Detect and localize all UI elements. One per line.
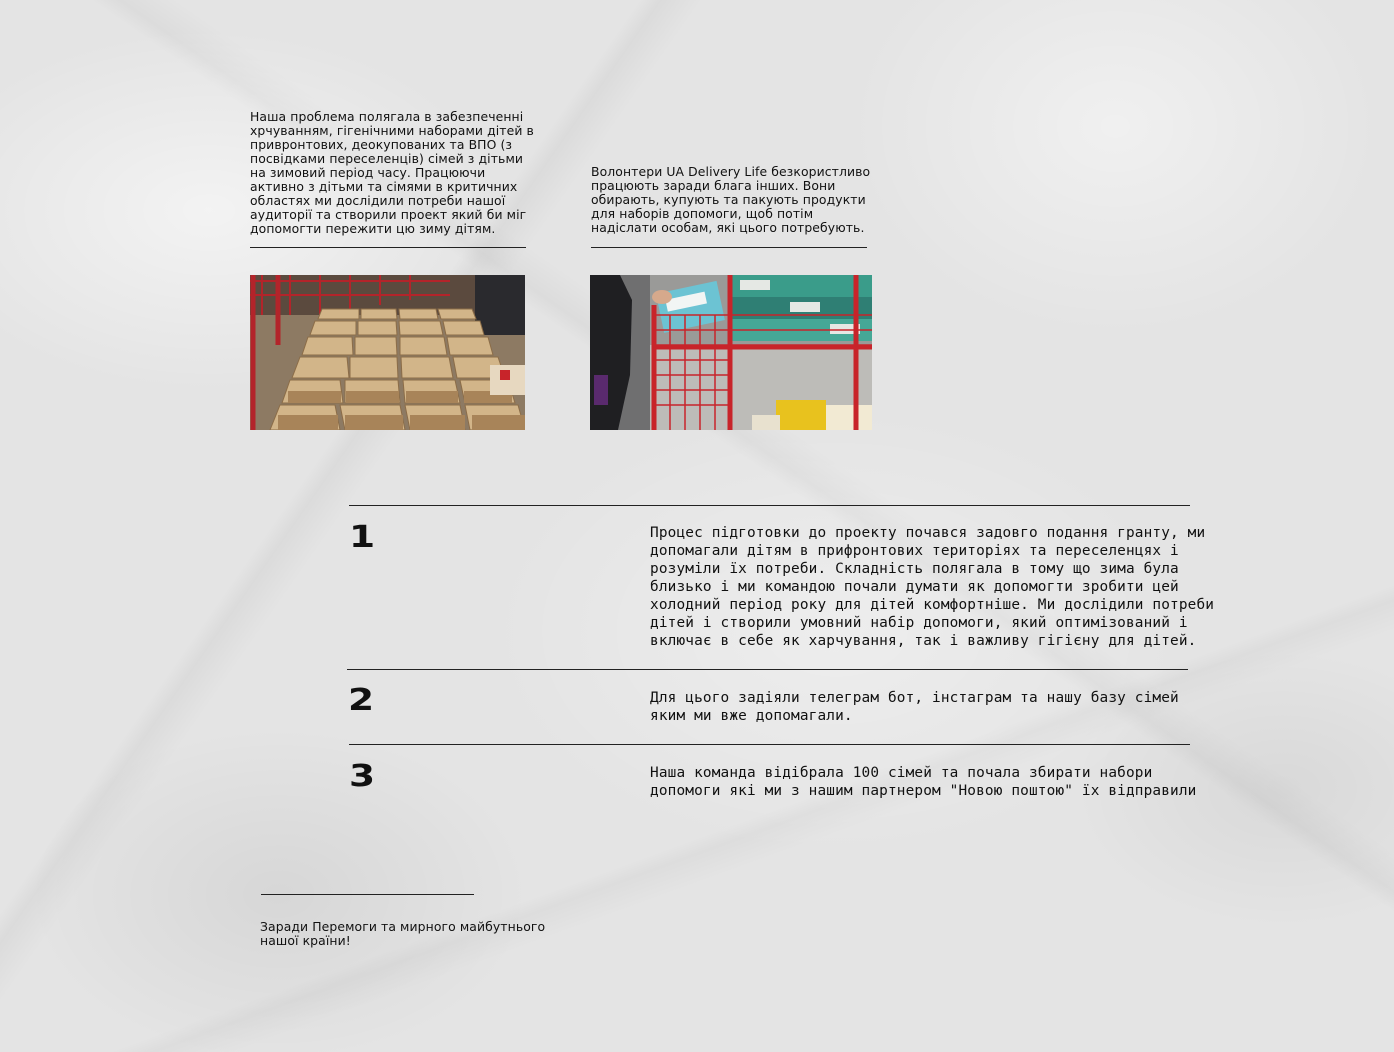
step-1-number: 1 — [349, 520, 374, 555]
step-1-top-divider — [349, 505, 1190, 506]
step-3-number: 3 — [349, 759, 374, 794]
step-3-top-divider — [349, 744, 1190, 745]
step-2-text: Для цього задіяли телеграм бот, інстаграм та нашу базу сімей яким ми вже допомагали. — [650, 690, 1179, 724]
footer-divider — [261, 894, 474, 895]
step-3-text: Наша команда відібрала 100 сімей та почала збирати набори допомоги які ми з нашим партнером "Новою поштою" їх відправили — [650, 765, 1197, 799]
problem-text: Наша проблема полягала в забезпеченні хрчуванням, гігенічними наборами дітей в привронтових, деокупованих та ВПО (з посвідками переселенців) сімей з дітьми на зимовий період часу. Працюючи активно з дітьми та сімями в критичних областях ми дослідили потреби нашої аудиторії та створили проект який би міг допомогти пережити цю зиму дітям. — [250, 109, 534, 236]
step-1-text: Процес підготовки до проекту почався задовго подання гранту, ми допомагали дітям в прифронтових територіях та переселенцях і розуміли їх потреби. Складність полягала в тому що зима була близько і ми командою почали думати як допомогти зробити цей холодний період року для дітей комфортніше. Ми дослідили потреби дітей і створили умовний набір допомоги, який оптимізований і включає в себе як харчування, так і важливу гігієну для дітей. — [650, 525, 1215, 649]
closing-text: Заради Перемоги та мирного майбутнього нашої країни! — [260, 919, 546, 948]
divider-volunteers — [591, 247, 867, 248]
volunteers-text: Волонтери UA Delivery Life безкористливо працюють заради блага інших. Вони обирають, купують та пакують продукти для наборів допомоги, щоб потім надіслати особам, які цього потребують. — [591, 164, 871, 235]
step-2-number: 2 — [348, 683, 373, 718]
divider-problem — [250, 247, 526, 248]
boxes-photo — [250, 275, 525, 430]
step-2-top-divider — [347, 669, 1188, 670]
supplies-cage-photo — [590, 275, 872, 430]
